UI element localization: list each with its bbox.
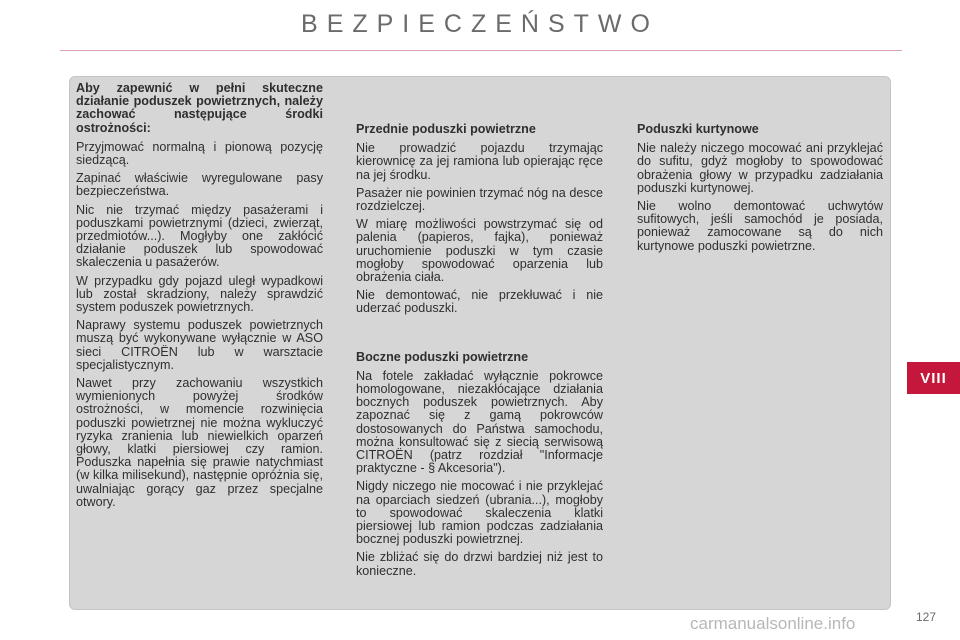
paragraph: Na fotele zakładać wyłącznie pokrowce homologowane, niezakłócające działania bocznych poduszek powietrznych. Aby zapoznać się z gamą pokrowców dostosowanych do Państwa samochodu, można konsultować się z siecią serwisową CITROËN (patrz rozdział "Informacje praktyczne - § Akcesoria"). — [356, 368, 603, 476]
side-airbags-heading: Boczne poduszki powietrzne — [356, 349, 529, 364]
paragraph: Nie prowadzić pojazdu trzymając kierownicę za jej ramiona lub opierając ręce na jej środku. — [356, 141, 603, 182]
paragraph: W miarę możliwości powstrzymać się od palenia (papieros, fajka), ponieważ uruchomienie poduszki w tym czasie mogłoby spowodować oparzenia lub obrażenia ciała. — [356, 217, 603, 285]
paragraph: W przypadku gdy pojazd uległ wypadkowi lub został skradziony, należy sprawdzić system poduszek powietrznych. — [76, 273, 323, 315]
column-general-precautions — [76, 82, 323, 514]
general-precautions-heading: Aby zapewnić w pełni skuteczne działanie poduszek powietrznych, należy zachować następujące środki ostrożności: — [76, 81, 323, 135]
column-front-side-airbags — [356, 123, 603, 583]
front-airbags-heading: Przednie poduszki powietrzne — [356, 122, 536, 136]
paragraph: Pasażer nie powinien trzymać nóg na desce rozdzielczej. — [356, 185, 603, 214]
paragraph: Naprawy systemu poduszek powietrznych muszą być wykonywane wyłącznie w ASO sieci CITROËN lub w warsztacie specjalistycznym. — [76, 318, 323, 372]
paragraph: Przyjmować normalną i pionową pozycję siedzącą. — [76, 139, 323, 168]
chapter-tab: VIII — [907, 362, 960, 394]
paragraph: Zapinać właściwie wyregulowane pasy bezpieczeństwa. — [76, 171, 323, 199]
paragraph: Nie zbliżać się do drzwi bardziej niż jest to konieczne. — [356, 550, 603, 578]
paragraph: Nie wolno demontować uchwytów sufitowych, jeśli samochód je posiada, ponieważ zamocowane są do nich kurtynowe poduszki powietrzne. — [637, 199, 883, 253]
section-spacer — [356, 321, 603, 351]
page-title: BEZPIECZEŃSTWO — [301, 10, 659, 38]
paragraph: Nawet przy zachowaniu wszystkich wymienionych powyżej środków ostrożności, w momencie rozwinięcia poduszki powietrznej nie można wykluczyć ryzyka zranienia lub niewielkich oparzeń głowy, klatki piersiowej czy ramion. Poduszka napełnia się prawie natychmiast (w kilka milisekund), następnie opróżnia się, uwalniając gorący gaz przez specjalne otwory. — [76, 376, 323, 509]
title-divider — [60, 50, 902, 51]
paragraph: Nigdy niczego nie mocować i nie przyklejać na oparciach siedzeń (ubrania...), mogłoby to spowodować skaleczenia klatki piersiowej lub ramion podczas zadziałania bocznej poduszki powietrznej. — [356, 479, 603, 547]
paragraph: Nie należy niczego mocować ani przyklejać do sufitu, gdyż mogłoby to spowodować obrażenia głowy w przypadku zadziałania poduszki kurtynowej. — [637, 141, 883, 195]
paragraph: Nic nie trzymać między pasażerami i poduszkami powietrznymi (dzieci, zwierząt, przedmiotów...). Mogłyby one zakłócić działanie poduszek lub spowodować skaleczenia u pasażerów. — [76, 202, 323, 270]
watermark: carmanualsonline.info — [690, 614, 856, 633]
curtain-airbags-heading: Poduszki kurtynowe — [637, 122, 759, 136]
page-number: 127 — [916, 610, 937, 624]
column-curtain-airbags — [637, 123, 883, 258]
paragraph: Nie demontować, nie przekłuwać i nie uderzać poduszki. — [356, 288, 603, 316]
